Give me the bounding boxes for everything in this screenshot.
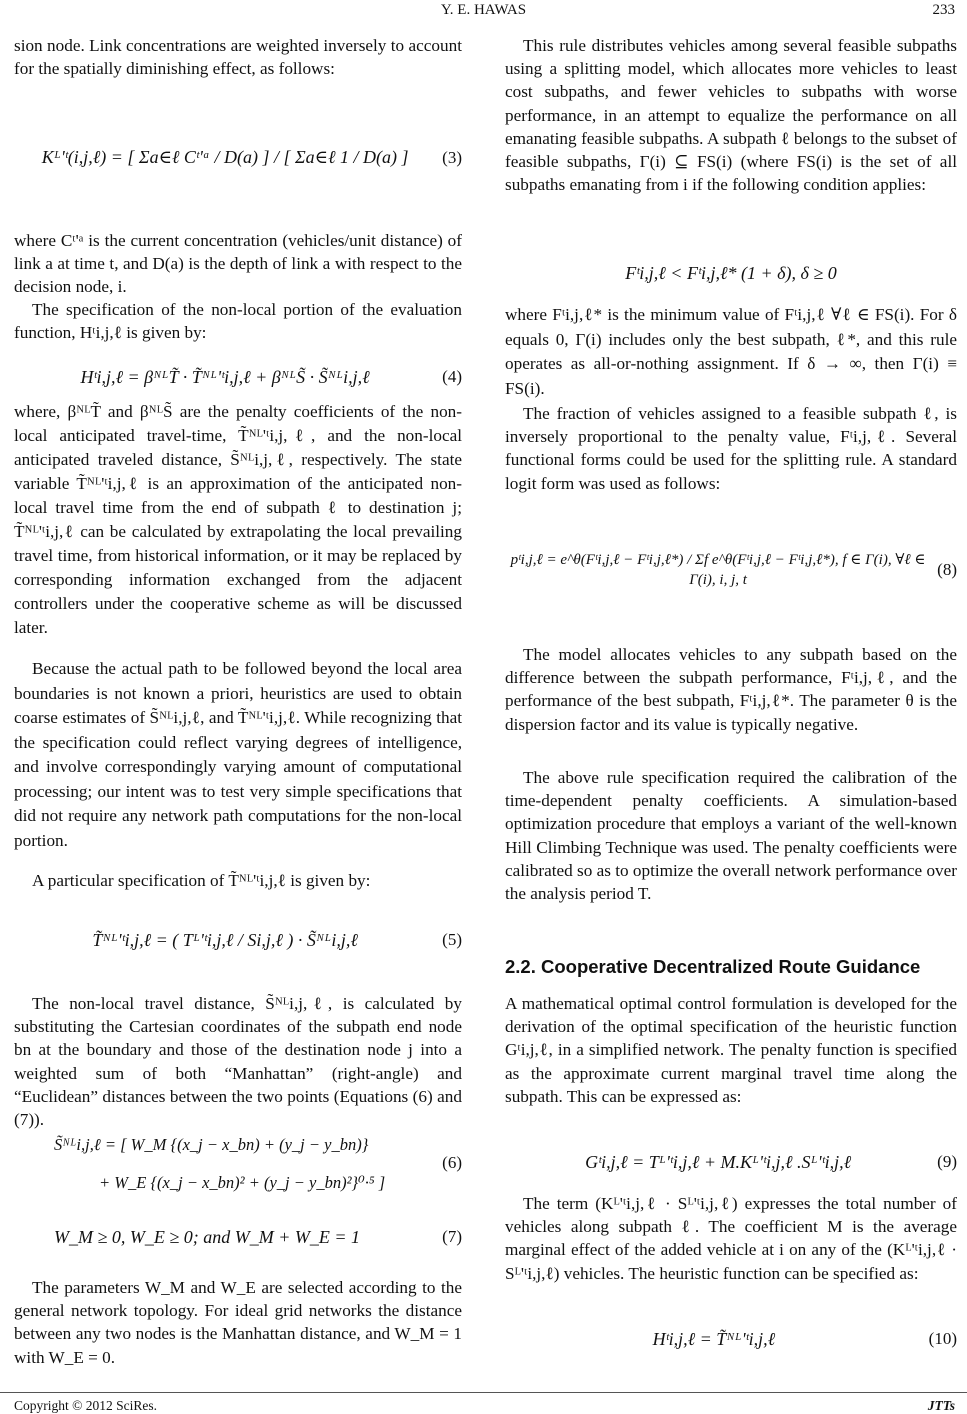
equation-number: (7) xyxy=(442,1227,462,1246)
section-heading: 2.2. Cooperative Decentralized Route Guidance xyxy=(505,956,921,977)
equation-number: (3) xyxy=(442,147,462,167)
paragraph: The non-local travel distance, S̃ᴺᴸi,j,ℓ, is calculated by substituting the Cartesian coordinates of the subpath end node bn at the boundary and those of the destination node j into a weighted sum of both “Manhattan” (right-angle) and “Euclidean” distances between the two points (Equations (6) and (7)). xyxy=(14,994,462,1130)
equation-body: W_M ≥ 0, W_E ≥ 0; and W_M + W_E = 1 xyxy=(54,1226,360,1247)
equation-number: (9) xyxy=(937,1152,957,1171)
equation-10 xyxy=(505,1324,957,1354)
equation-body: Fᵗi,j,ℓ < Fᵗi,j,ℓ* (1 + δ), δ ≥ 0 xyxy=(625,262,837,283)
equation-body: Hᵗi,j,ℓ = βᴺᴸT̃ · T̃ᴺᴸ'ᵗi,j,ℓ + βᴺᴸS̃ · S̃ᴺᴸi,j,ℓ xyxy=(80,366,370,387)
equation-body: + W_E {(x_j − x_bn)² + (y_j − y_bn)²}⁰·⁵ ] xyxy=(99,1173,386,1192)
equation-number: (10) xyxy=(928,1329,957,1348)
equation-number: (5) xyxy=(442,930,462,949)
paragraph: A mathematical optimal control formulation is developed for the derivation of the optimal specification of the heuristic function Gᵗi,j,ℓ, in a simplified network. The penalty function is specified as the approximate current marginal travel time along the subpath. This can be expressed as: xyxy=(505,994,957,1106)
paragraph: The parameters W_M and W_E are selected according to the general network topology. For ideal grid networks the distance between any two nodes is the Manhattan distance, and W_M = 1 with W_E = 0. xyxy=(14,1278,462,1367)
equation-body: Hᵗi,j,ℓ = T̃ᴺᴸ'ᵗi,j,ℓ xyxy=(652,1328,776,1349)
equation-8 xyxy=(505,535,957,605)
equation-body: T̃ᴺᴸ'ᵗi,j,ℓ = ( Tᴸ'ᵗi,j,ℓ / Si,j,ℓ ) · S̃ᴺᴸi,j,ℓ xyxy=(92,929,358,950)
equation-body: S̃ᴺᴸi,j,ℓ = [ W_M {(x_j − x_bn) + (y_j − y_bn)} xyxy=(54,1135,369,1154)
paragraph: where Fᵗi,j,ℓ* is the minimum value of Fᵗi,j,ℓ ∀ℓ ∈ FS(i). For δ equals 0, Γ(i) includes only the best subpath, ℓ*, and this rule operates as all-or-nothing assignment. If δ → ∞, then Γ(i) ≡ FS(i). xyxy=(505,305,957,398)
equation-body: pᵗi,j,ℓ = e^θ(Fᵗi,j,ℓ − Fᵗi,j,ℓ*) / Σf e^θ(Fᵗi,j,ℓ − Fᵗi,j,ℓ*), f ∈ Γ(i), ∀ℓ ∈ Γ(i), i, j, t xyxy=(510,552,926,588)
paragraph: This rule distributes vehicles among several feasible subpaths using a splitting model, which allocates more vehicles to least cost subpaths, and fewer vehicles to subpaths with worse performance, in an attempt to equalize the performance on all emanating feasible subpaths. A subpath ℓ belongs to the subset of feasible subpaths, Γ(i) ⊆ FS(i) (where FS(i) is the set of all subpaths emanating from i if the following condition applies: xyxy=(505,36,957,195)
equation-body: Gᵗi,j,ℓ = Tᴸ'ᵗi,j,ℓ + M.Kᴸ'ᵗi,j,ℓ .Sᴸ'ᵗi,j,ℓ xyxy=(585,1151,852,1172)
running-header-author: Y. E. HAWAS xyxy=(440,2,527,18)
paragraph: where, βᴺᴸT̃ and βᴺᴸS̃ are the penalty coefficients of the non-local anticipated travel-time, T̃ᴺᴸ'ᵗi,j,ℓ, and the non-local anticipated traveled distance, S̃ᴺᴸi,j,ℓ, respectively. The state variable T̃ᴺᴸ'ᵗi,j,ℓ is an approximation of the anticipated non-local travel time from the end of subpath ℓ to destination j; T̃ᴺᴸ'ᵗi,j,ℓ can be calculated by extrapolating the local prevailing travel time, from historical information, or it may be replaced by corresponding information exchanged from the adjacent controllers under the cooperative scheme as will be discussed later. xyxy=(14,402,462,637)
page-number: 233 xyxy=(932,2,955,18)
paragraph: The model allocates vehicles to any subpath based on the difference between the subpath performance, Fᵗi,j,ℓ, and the performance of the best subpath, Fᵗi,j,ℓ*. The parameter θ is the dispersion factor and its value is typically negative. xyxy=(505,645,957,734)
equation-4 xyxy=(14,362,462,392)
footer-copyright: Copyright © 2012 SciRes. xyxy=(14,1398,158,1413)
paragraph: A particular specification of T̃ᴺᴸ'ᵗi,j,ℓ is given by: xyxy=(32,871,371,890)
paragraph: The specification of the non-local portion of the evaluation function, Hᵗi,j,ℓ is given by: xyxy=(14,300,462,343)
equation-number: (8) xyxy=(937,560,957,579)
equation-body: Kᴸ'ᵗ(i,j,ℓ) = [ Σa∈ℓ Cᵗ'ᵃ / D(a) ] / [ Σa∈ℓ 1 / D(a) ] xyxy=(41,147,409,167)
equation-number: (4) xyxy=(442,367,462,386)
paragraph: where Cᵗ'ᵃ is the current concentration (vehicles/unit distance) of link a at time t, and D(a) is the depth of link a with respect to the decision node, i. xyxy=(14,231,462,297)
footer-divider xyxy=(0,1392,967,1393)
equation-5 xyxy=(14,920,462,960)
paragraph: The term (Kᴸ'ᵗi,j,ℓ · Sᴸ'ᵗi,j,ℓ) expresses the total number of vehicles along subpath ℓ. The coefficient M is the average marginal effect of the added vehicle at i on any of the (Kᴸ'ᵗi,j,ℓ · Sᴸ'ᵗi,j,ℓ) vehicles. The heuristic function can be specified as: xyxy=(505,1194,957,1283)
paragraph: Because the actual path to be followed beyond the local area boundaries is not known a priori, heuristics are used to obtain coarse estimates of S̃ᴺᴸi,j,ℓ, and T̃ᴺᴸ'ᵗi,j,ℓ. While recognizing that the specification could reflect varying degrees of intelligence, and involve correspondingly varying amount of computational processing; our intent was to test very simple specifications that did not require any network path computations for the non-local portion. xyxy=(14,659,462,850)
equation-number: (6) xyxy=(442,1153,462,1172)
equation-feasibility-condition xyxy=(505,258,957,288)
equation-6-line-2 xyxy=(14,1168,462,1198)
paragraph: sion node. Link concentrations are weighted inversely to account for the spatially diminishing effect, as follows: xyxy=(14,36,462,79)
footer-journal: JTTs xyxy=(927,1398,955,1413)
equation-9 xyxy=(505,1147,957,1177)
paragraph: The above rule specification required the calibration of the time-dependent penalty coefficients. A simulation-based optimization procedure that employs a variant of the well-known Hill Climbing Technique was used. The penalty coefficients were calibrated so as to optimize the overall network performance over the analysis period T. xyxy=(505,768,957,904)
paragraph: The fraction of vehicles assigned to a feasible subpath ℓ, is inversely proportional to the penalty value, Fᵗi,j,ℓ. Several functional forms could be used for the splitting rule. A standard logit form was used as follows: xyxy=(505,404,957,493)
equation-7 xyxy=(14,1222,462,1252)
equation-3 xyxy=(14,135,462,180)
